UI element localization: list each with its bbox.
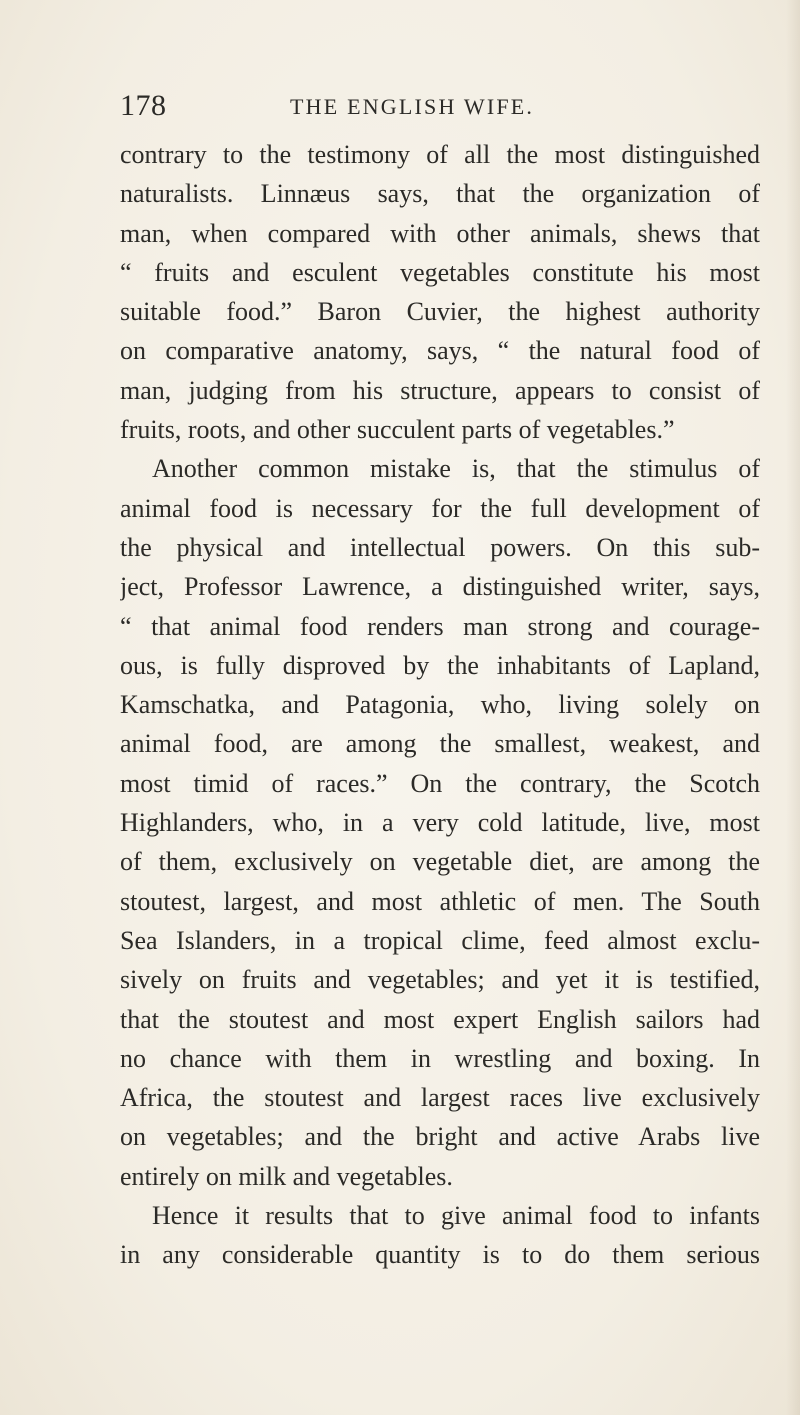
page-edge-shadow (786, 0, 800, 1415)
text-line: on comparative anatomy, says, “ the natural food of (120, 336, 760, 366)
text-line: Africa, the stoutest and largest races live exclusively (120, 1083, 760, 1113)
text-line: that the stoutest and most expert English sailors had (120, 1004, 760, 1034)
paragraph-start-line: Another common mistake is, that the stimulus of (152, 454, 760, 484)
text-line: suitable food.” Baron Cuvier, the highest authority (120, 297, 760, 327)
text-line: man, when compared with other animals, shews that (120, 218, 760, 248)
page-header (120, 86, 760, 130)
text-line: ject, Professor Lawrence, a distinguished writer, says, (120, 572, 760, 602)
text-line: on vegetables; and the bright and active Arabs live (120, 1122, 760, 1152)
text-line: Kamschatka, and Patagonia, who, living solely on (120, 690, 760, 720)
text-line: Highlanders, who, in a very cold latitude, live, most (120, 808, 760, 838)
text-line: the physical and intellectual powers. On this sub- (120, 532, 760, 562)
text-line: man, judging from his structure, appears to consist of (120, 375, 760, 405)
running-head: THE ENGLISH WIFE. (290, 94, 535, 119)
text-line: contrary to the testimony of all the most distinguished (120, 140, 760, 169)
text-line: Sea Islanders, in a tropical clime, feed almost exclu- (120, 925, 760, 955)
text-line: in any considerable quantity is to do them serious (120, 1240, 760, 1270)
text-line: sively on fruits and vegetables; and yet it is testified, (120, 965, 760, 995)
paragraph-end-line: fruits, roots, and other succulent parts of vegetables.” (120, 415, 675, 445)
paragraph-start-line: Hence it results that to give animal food to infants (152, 1201, 760, 1231)
text-line: ous, is fully disproved by the inhabitants of Lapland, (120, 650, 760, 680)
text-line: naturalists. Linnæus says, that the organization of (120, 179, 760, 209)
text-line: “ fruits and esculent vegetables constitute his most (120, 257, 760, 287)
paragraph-end-line: entirely on milk and vegetables. (120, 1161, 453, 1191)
text-line: most timid of races.” On the contrary, the Scotch (120, 768, 760, 798)
body-text (120, 135, 760, 1275)
text-line: of them, exclusively on vegetable diet, are among the (120, 847, 760, 877)
text-line: stoutest, largest, and most athletic of men. The South (120, 886, 760, 916)
text-line: “ that animal food renders man strong and courage- (120, 611, 760, 641)
text-line: animal food is necessary for the full development of (120, 493, 760, 523)
page-number: 178 (120, 89, 167, 122)
text-line: no chance with them in wrestling and boxing. In (120, 1043, 760, 1073)
text-line: animal food, are among the smallest, weakest, and (120, 729, 760, 759)
